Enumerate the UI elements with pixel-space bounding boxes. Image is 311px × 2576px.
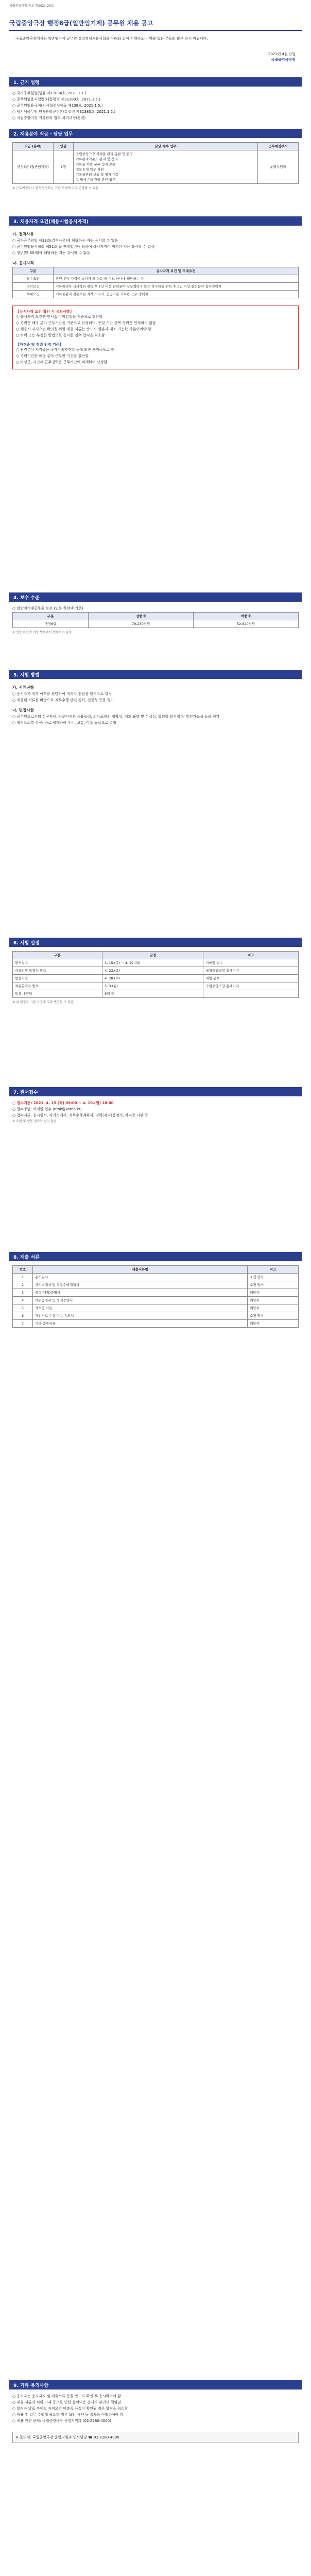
table-cell: 4. 23.(금) xyxy=(102,967,203,975)
table-cell: 임용 예정일 xyxy=(13,990,102,998)
section-5-body xyxy=(12,683,299,726)
text-line: ○ 평정요소별 상·중·하로 평가하여 우수, 보통, 미흡 등급으로 결정 xyxy=(12,721,116,725)
table-row xyxy=(13,150,299,184)
box-title: 【자격증 및 경력 인정 기준】 xyxy=(16,343,63,347)
text-line: ○ 접수서류: 응시원서, 자기소개서, 직무수행계획서, 경력(재직)증명서, 자격증 사본 등 xyxy=(12,1113,148,1117)
table-row xyxy=(13,990,299,998)
documents-table xyxy=(12,1265,299,1328)
qual-value: 기록물관리 전문요원 자격 소지자, 공공기관 기록관 근무 경력자 xyxy=(54,291,299,298)
text-line: ※ 우편 및 방문 접수는 받지 않음 xyxy=(12,1120,57,1123)
table-row xyxy=(13,1297,299,1304)
table-row xyxy=(13,1320,299,1328)
table-header: 상한액 xyxy=(89,613,194,620)
text-line: ○ 일반임기제공무원 보수 (연봉 하한액 기준) xyxy=(12,606,83,611)
qual-value: 관련 분야 자격증 소지자 중 다음 중 어느 하나에 해당하는 자 xyxy=(54,275,299,283)
table-cell: 소정 양식 xyxy=(248,1281,299,1289)
table-row xyxy=(13,1274,299,1281)
section-8-body xyxy=(12,1265,299,1328)
table-header: 구분 xyxy=(13,613,89,620)
qual-key: 경력요건 xyxy=(13,283,54,291)
section-8-header: 8. 제출 서류 xyxy=(9,1252,302,1261)
section-4-header: 4. 보수 수준 xyxy=(9,592,302,602)
box-line: ○ 관련분야 자격증은 국가기술자격법 등에 의한 자격증으로 함 xyxy=(16,348,114,352)
table-cell: 원서접수 xyxy=(13,959,102,967)
sub-heading: 가. 서류전형 xyxy=(12,685,34,690)
section-5-header: 5. 시험 방법 xyxy=(9,670,302,679)
task-item: 그 밖에 기록관리 관련 업무 xyxy=(76,178,116,182)
text-line: ○ 공무원으로서의 정신자세, 전문지식과 응용능력, 의사표현의 정확성, 예의·품행 및 성실성, 창의력·의지력 및 발전가능성 등을 평가 xyxy=(12,715,220,719)
text-line: ○ 정년(만 60세)에 해당하는 자는 응시할 수 없음 xyxy=(12,251,91,255)
table-cell: 학위증명서 및 성적증명서 xyxy=(33,1297,248,1304)
section-9-body xyxy=(12,2394,299,2443)
contact-text: ※ 문의처: 국립중앙극장 운영지원과 인사담당 ☎ 02-2280-4000 xyxy=(15,2435,119,2439)
text-line: ○ 제출된 서류를 바탕으로 직무수행 관련 경력, 전문성 등을 평가 xyxy=(12,698,114,702)
table-cell: 4 xyxy=(13,1297,33,1304)
table-cell: 이메일 접수 xyxy=(203,959,299,967)
table-cell: 기타 증빙서류 xyxy=(33,1320,248,1328)
table-row xyxy=(13,1289,299,1297)
table-row xyxy=(13,982,299,990)
table-note: ※ 연봉 하한액 이상 범위에서 협의하여 결정 xyxy=(12,631,72,634)
qual-key: 우대요건 xyxy=(13,291,54,298)
sub-heading: 나. 응시자격 xyxy=(12,261,34,265)
table-header: 비고 xyxy=(203,952,299,959)
schedule-table xyxy=(12,951,299,998)
section-7-header: 7. 원서접수 xyxy=(9,1087,302,1096)
table-note: ※ 위 일정은 기관 사정에 따라 변경될 수 있음 xyxy=(12,1001,74,1004)
table-row xyxy=(13,283,299,291)
table-cell: 자격증 사본 xyxy=(33,1304,248,1312)
text-line: ○ 접수기간: 2021. 4. 15.(목) 09:00 ~ 4. 19.(월) 18:00 xyxy=(12,1101,114,1105)
table-cell: 5월 중 xyxy=(102,990,203,998)
section-9-header: 9. 기타 유의사항 xyxy=(9,2380,302,2389)
section-3-header: 3. 채용자격 요건(채용시험응시자격) xyxy=(9,216,302,226)
salary-table xyxy=(12,612,299,628)
table-cell: 6 xyxy=(13,1312,33,1320)
table-cell: 52,820천원 xyxy=(194,620,299,628)
eligibility-notice-box xyxy=(12,306,299,369)
table-cell: 79,230천원 xyxy=(89,620,194,628)
dept-cell: 운영지원과 xyxy=(258,150,299,184)
text-line: ○ 제출 서류의 허위 기재 등으로 인한 불이익은 응시자 본인의 책임임 xyxy=(12,2400,121,2404)
qualification-table xyxy=(12,267,299,298)
table-header: 구분 xyxy=(13,952,102,959)
table-row xyxy=(13,1281,299,1289)
table-row xyxy=(13,620,299,628)
table-cell: 면접시험 xyxy=(13,975,102,982)
section-2-header: 2. 채용분야 직급 · 담당 업무 xyxy=(9,129,302,138)
text-line: ○ 공무원임용시험령 제51조 등 관계법령에 의하여 응시자격이 정지된 자는 응시할 수 없음 xyxy=(12,245,155,249)
intro-line: 국립중앙극장에서는 일반임기제 공무원 경력경쟁채용시험을 아래와 같이 시행하오니 역량 있는 분들의 많은 응시 바랍니다. xyxy=(15,37,208,41)
task-item: 기록물 이관·분류·정리·보존 xyxy=(76,162,116,166)
box-line: ○ 경력은 해당 분야 근무기간을 기준으로 산정하며, 동일 기간 중복 경력은 인정하지 않음 xyxy=(16,321,156,325)
issuer-org: 국립중앙극장장 xyxy=(271,58,296,62)
table-header: 구분 xyxy=(13,267,54,275)
table-row xyxy=(13,1312,299,1320)
table-cell: 행정6급 xyxy=(13,620,89,628)
section-3-body xyxy=(12,230,299,369)
contact-box xyxy=(12,2432,299,2443)
section-4-body xyxy=(12,606,299,636)
box-line: ○ 비상근, 시간제 근무경력은 근무시간에 비례하여 산정함 xyxy=(16,360,108,364)
text-line: ○ 응시자격 적격 여부를 판단하여 적격자 전원을 합격자로 결정 xyxy=(12,692,112,696)
position-table xyxy=(12,142,299,184)
qual-value: 기록관리학 석사학위 취득 후 1년 이상 관련분야 실무경력자 또는 학사학위 취득 후 3년 이상 관련분야 실무경력자 xyxy=(54,283,299,291)
table-row xyxy=(13,975,299,982)
section-6-body xyxy=(12,951,299,1006)
table-cell: 1 xyxy=(13,1274,33,1281)
text-line: ○ 채용 관련 문의: 국립중앙극장 운영지원과 (02-2280-4000) xyxy=(12,2419,111,2423)
table-cell: 5 xyxy=(13,1304,33,1312)
table-cell: 개별 통보 xyxy=(203,975,299,982)
sub-heading: 가. 결격사유 xyxy=(12,232,34,236)
table-cell: 해당자 xyxy=(248,1289,299,1297)
table-cell: 7 xyxy=(13,1320,33,1328)
intro-text xyxy=(15,36,296,43)
title-bar xyxy=(9,15,302,31)
table-row xyxy=(13,959,299,967)
law-item: ○ 국가공무원법(법률 제17894호, 2021.1.1.) xyxy=(12,91,87,95)
table-header: 인원 xyxy=(54,143,74,150)
text-line: ○ 응시자는 응시자격 및 제출서류 등을 반드시 확인 후 응시하여야 함 xyxy=(12,2394,121,2398)
page-title: 국립중앙극장 행정6급(일반임기제) 공무원 채용 공고 xyxy=(9,19,153,27)
table-cell: 3 xyxy=(13,1289,33,1297)
law-item: ○ 국립중앙극장 기록관리 업무 처리규정(훈령) xyxy=(12,116,86,120)
sub-heading: 나. 면접시험 xyxy=(12,708,34,713)
box-line: ○ 허위 또는 부정한 방법으로 응시한 경우 합격을 취소함 xyxy=(16,333,105,337)
date-block xyxy=(268,52,296,63)
text-line: ○ 임용 후 업무 수행에 필요한 경우 보안 서약 등 절차를 이행하여야 함 xyxy=(12,2413,124,2417)
box-line: ○ 경력기간은 해당 분야 근무한 기간을 합산함 xyxy=(16,354,89,358)
box-title: 【응시자격 요건 확인 시 유의사항】 xyxy=(16,310,74,314)
grade-cell: 행정6급 (일반임기제) xyxy=(13,150,54,184)
table-cell: 소정 양식 xyxy=(248,1312,299,1320)
box-line: ○ 채용시 자격요건 확인을 위한 제출 서류는 반드시 원본과 대조 가능한 사본이어야 함 xyxy=(16,327,151,331)
law-item: ○ 임기제공무원 인사관리규정(대통령령 제31380호, 2021.1.5.) xyxy=(12,110,116,114)
table-cell: 해당자 xyxy=(248,1304,299,1312)
table-cell: 4. 28.(수) xyxy=(102,975,203,982)
table-header: 비고 xyxy=(248,1266,299,1274)
table-cell: 서류전형 합격자 발표 xyxy=(13,967,102,975)
table-cell: 2 xyxy=(13,1281,33,1289)
section-2-body xyxy=(12,142,299,192)
text-line: ○ 접수방법: 이메일 접수 (ntok@korea.kr) xyxy=(12,1107,82,1111)
box-line: ○ 응시자격 요건은 원서접수 마감일을 기준으로 판단함 xyxy=(16,315,103,319)
task-item: 기록관리기준표 관리 및 정리 xyxy=(76,157,118,161)
task-item: 정보공개 업무 지원 xyxy=(76,167,104,172)
law-item: ○ 공무원임용규칙(인사혁신처예규 제108호, 2021.1.5.) xyxy=(12,104,103,108)
table-header: 응시자격 요건 및 우대요건 xyxy=(54,267,299,275)
table-row xyxy=(13,275,299,283)
table-cell: 소정 양식 xyxy=(248,1274,299,1281)
table-cell: 국립중앙극장 홈페이지 xyxy=(203,967,299,975)
table-header: 번호 xyxy=(13,1266,33,1274)
table-cell: 5. 3.(월) xyxy=(102,982,203,990)
notice-number: 국립중앙극장 공고 제2021-20호 xyxy=(9,4,54,8)
section-6-header: 6. 시험 일정 xyxy=(9,938,302,947)
table-cell: 응시원서 xyxy=(33,1274,248,1281)
table-row xyxy=(13,291,299,298)
notice-date: 2021년 4월 ○일 xyxy=(268,52,296,56)
tasks-cell xyxy=(74,150,258,184)
text-line: ○ 합격자 발표 후에도 자격요건 미충족 사실이 확인될 경우 합격을 취소함 xyxy=(12,2406,128,2411)
table-header: 하한액 xyxy=(194,613,299,620)
text-line: ○ 국가공무원법 제33조(결격사유)에 해당하는 자는 응시할 수 없음 xyxy=(12,239,118,243)
section-7-body xyxy=(12,1100,299,1125)
law-item: ○ 공무원임용시험령(대통령령 제31380호, 2021.1.5.) xyxy=(12,97,100,101)
table-header: 직급 (분야) xyxy=(13,143,54,150)
table-header: 제출서류명 xyxy=(33,1266,248,1274)
table-cell: 자기소개서 및 직무수행계획서 xyxy=(33,1281,248,1289)
qual-key: 필수요건 xyxy=(13,275,54,283)
table-cell: 경력(재직)증명서 xyxy=(33,1289,248,1297)
task-item: 기록물관리 교육 및 평가 대응 xyxy=(76,173,119,177)
table-cell: 국립중앙극장 홈페이지 xyxy=(203,982,299,990)
table-cell: 4. 15.(목) ~ 4. 19.(월) xyxy=(102,959,203,967)
table-cell: 해당자 xyxy=(248,1320,299,1328)
section-1-body xyxy=(12,91,299,122)
table-row xyxy=(13,1304,299,1312)
count-cell: 1명 xyxy=(54,150,74,184)
table-cell: — xyxy=(203,990,299,998)
table-cell: 해당자 xyxy=(248,1297,299,1304)
table-row xyxy=(13,967,299,975)
table-header: 일정 xyxy=(102,952,203,959)
section-1-header: 1. 근거 법령 xyxy=(9,77,302,87)
task-item: 국립중앙극장 기록물 관리 총괄 및 운영 xyxy=(76,152,133,156)
table-cell: 개인정보 수집·이용 동의서 xyxy=(33,1312,248,1320)
table-header: 담당 세부 업무 xyxy=(74,143,258,150)
table-note: ※ 근무예정부서 및 담당업무는 기관 사정에 따라 변경될 수 있음 xyxy=(12,187,99,190)
table-cell: 최종합격자 발표 xyxy=(13,982,102,990)
table-header: 근무예정부서 xyxy=(258,143,299,150)
